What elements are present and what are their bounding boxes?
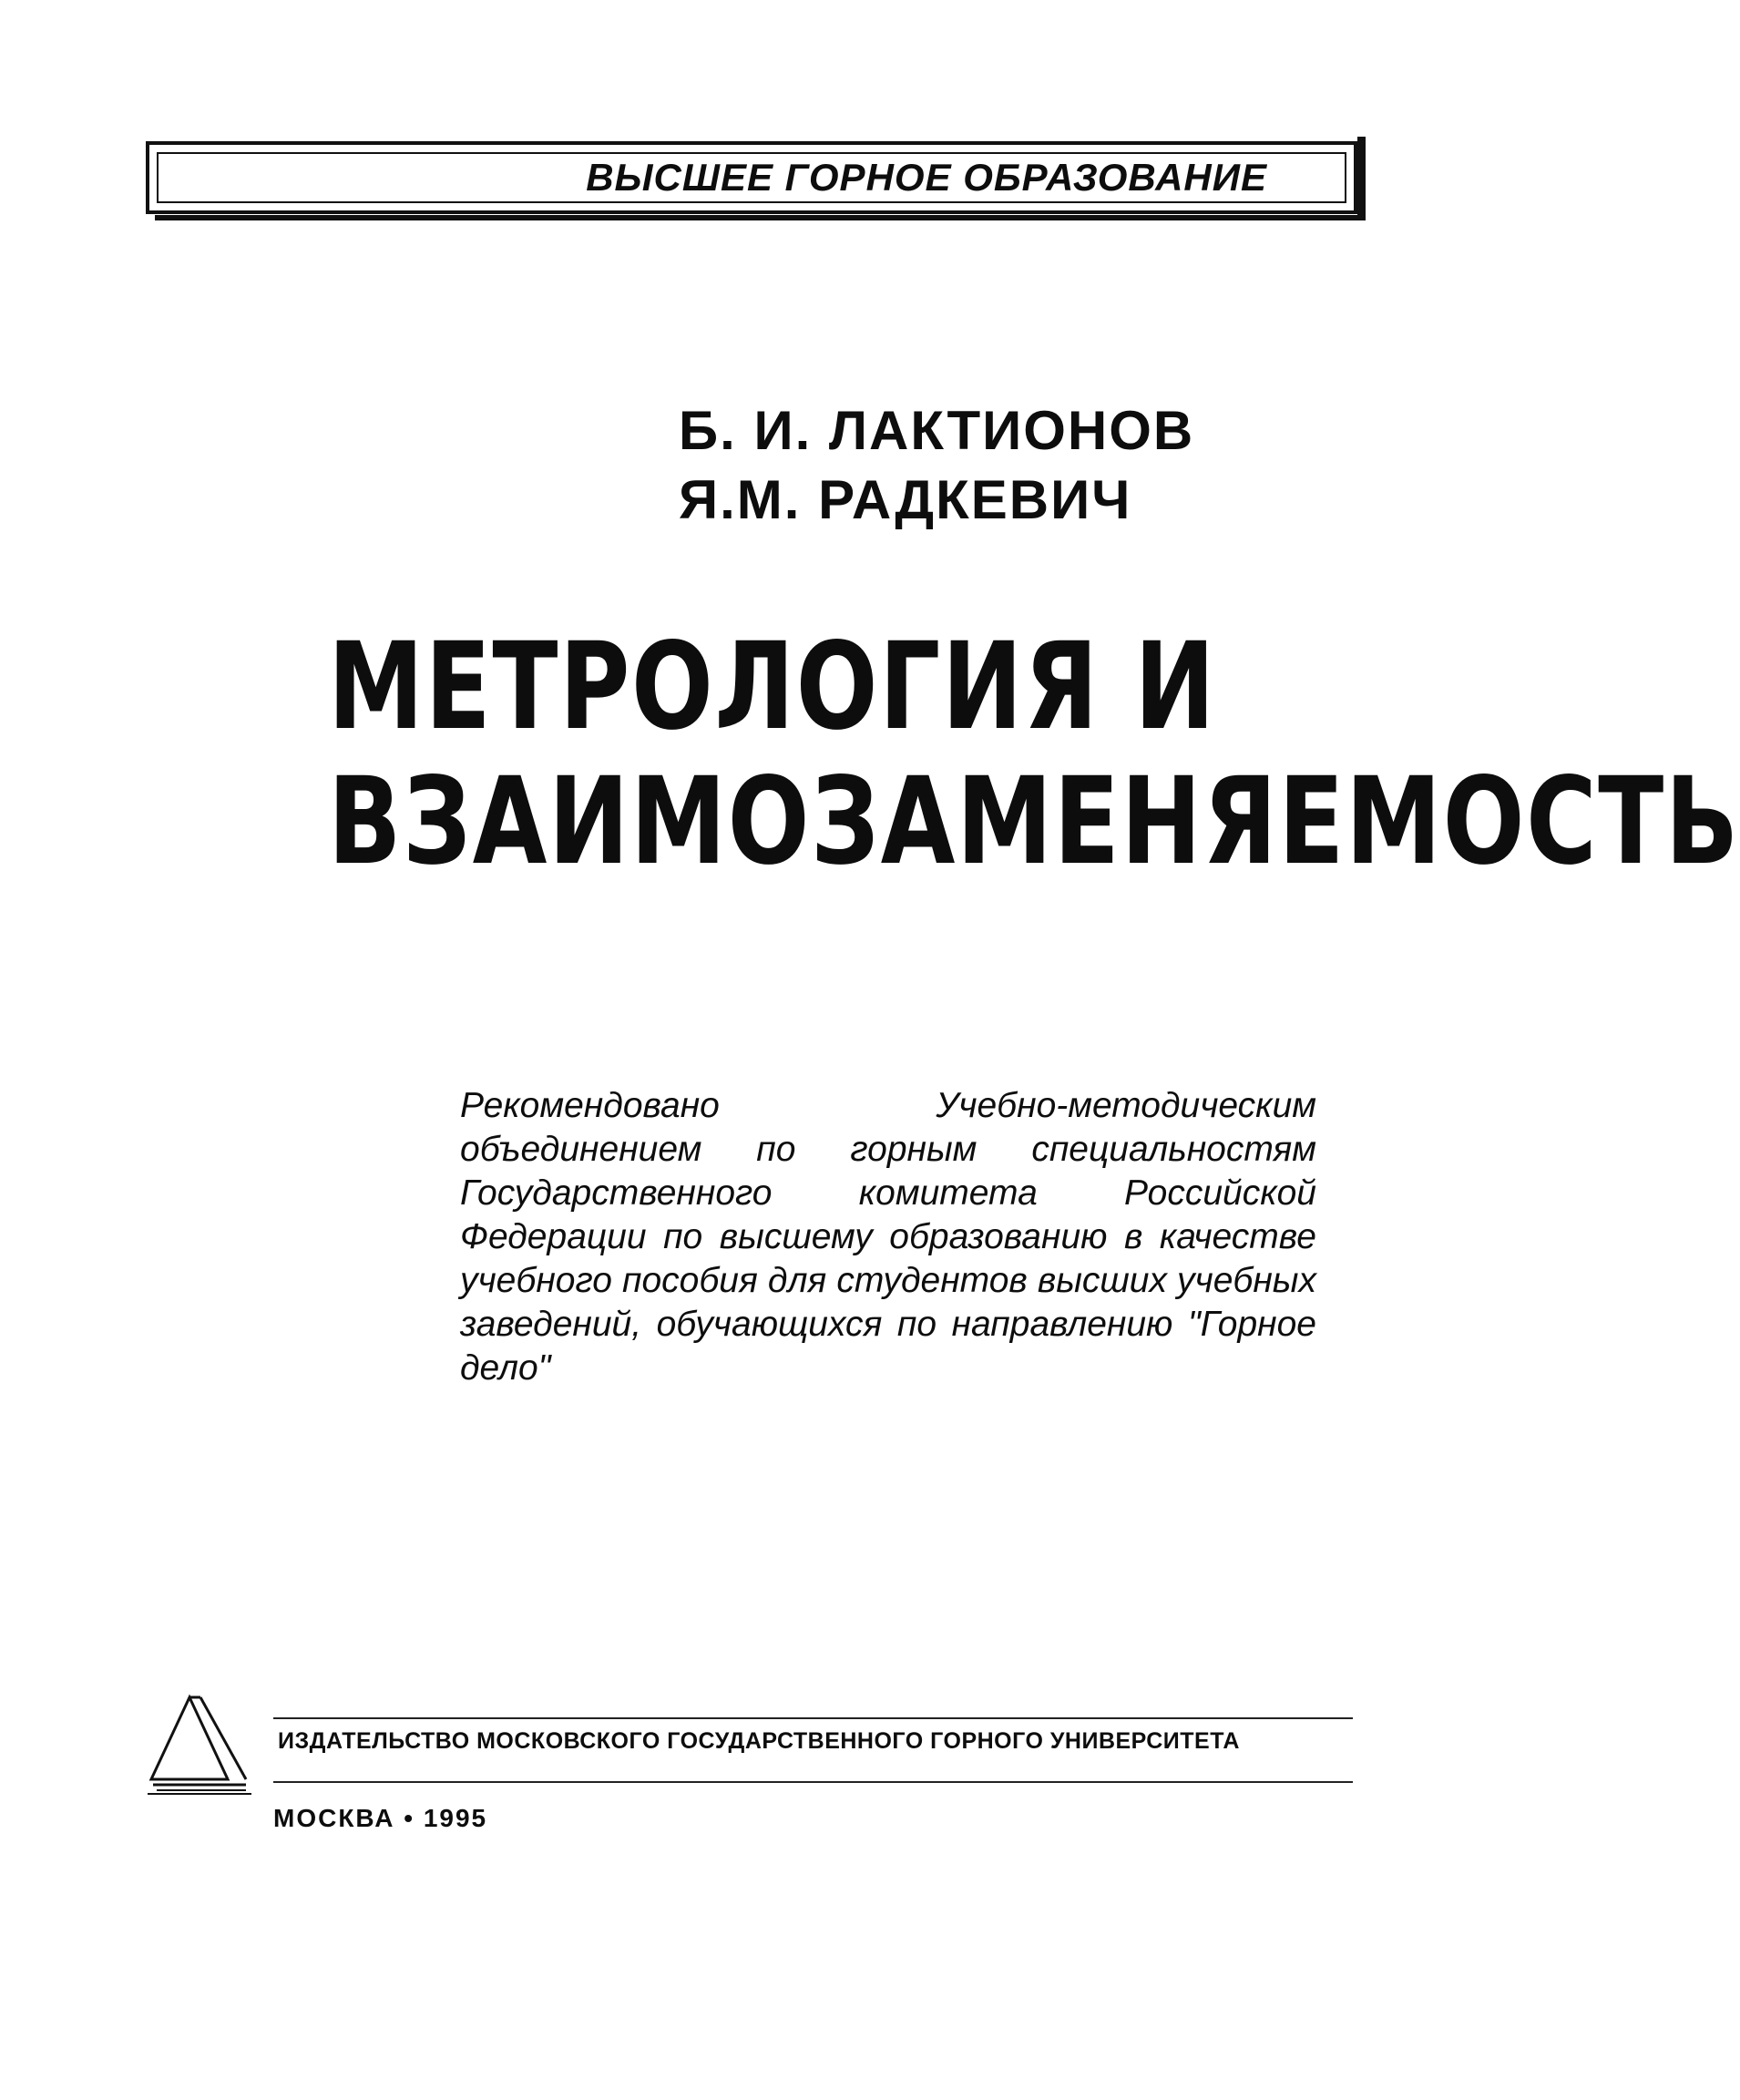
imprint-city: МОСКВА <box>273 1804 395 1832</box>
series-banner-shadow <box>155 215 1363 220</box>
book-title <box>328 617 1740 892</box>
authors <box>679 396 1194 535</box>
author-name: Я.М. РАДКЕВИЧ <box>679 469 1132 530</box>
author-name: Б. И. ЛАКТИОНОВ <box>679 400 1195 461</box>
imprint-bullet: • <box>404 1804 424 1832</box>
publisher-rule-bottom <box>273 1781 1353 1783</box>
imprint-year: 1995 <box>423 1804 488 1832</box>
book-title-line: МЕТРОЛОГИЯ И <box>328 617 1217 757</box>
triangle-publisher-logo-icon <box>144 1690 253 1799</box>
recommendation-text: Рекомендовано Учебно-методическим объединением по горным специальностям Государственного комитета Российской Федерации по высшему образованию в качестве учебного пособия для студентов высших учебных заведений, обучающихся по направлению "Горное дело" <box>460 1086 1316 1388</box>
publisher-rule-top <box>273 1717 1353 1719</box>
book-title-line: ВЗАИМОЗАМЕНЯЕМОСТЬ <box>328 752 1740 892</box>
series-banner-shadow <box>1357 137 1366 220</box>
series-banner <box>146 141 1357 214</box>
publisher-name: ИЗДАТЕЛЬСТВО МОСКОВСКОГО ГОСУДАРСТВЕННОГО ГОРНОГО УНИВЕРСИТЕТА <box>278 1728 1240 1754</box>
imprint <box>273 1804 487 1833</box>
series-label: ВЫСШЕЕ ГОРНОЕ ОБРАЗОВАНИЕ <box>586 156 1267 199</box>
